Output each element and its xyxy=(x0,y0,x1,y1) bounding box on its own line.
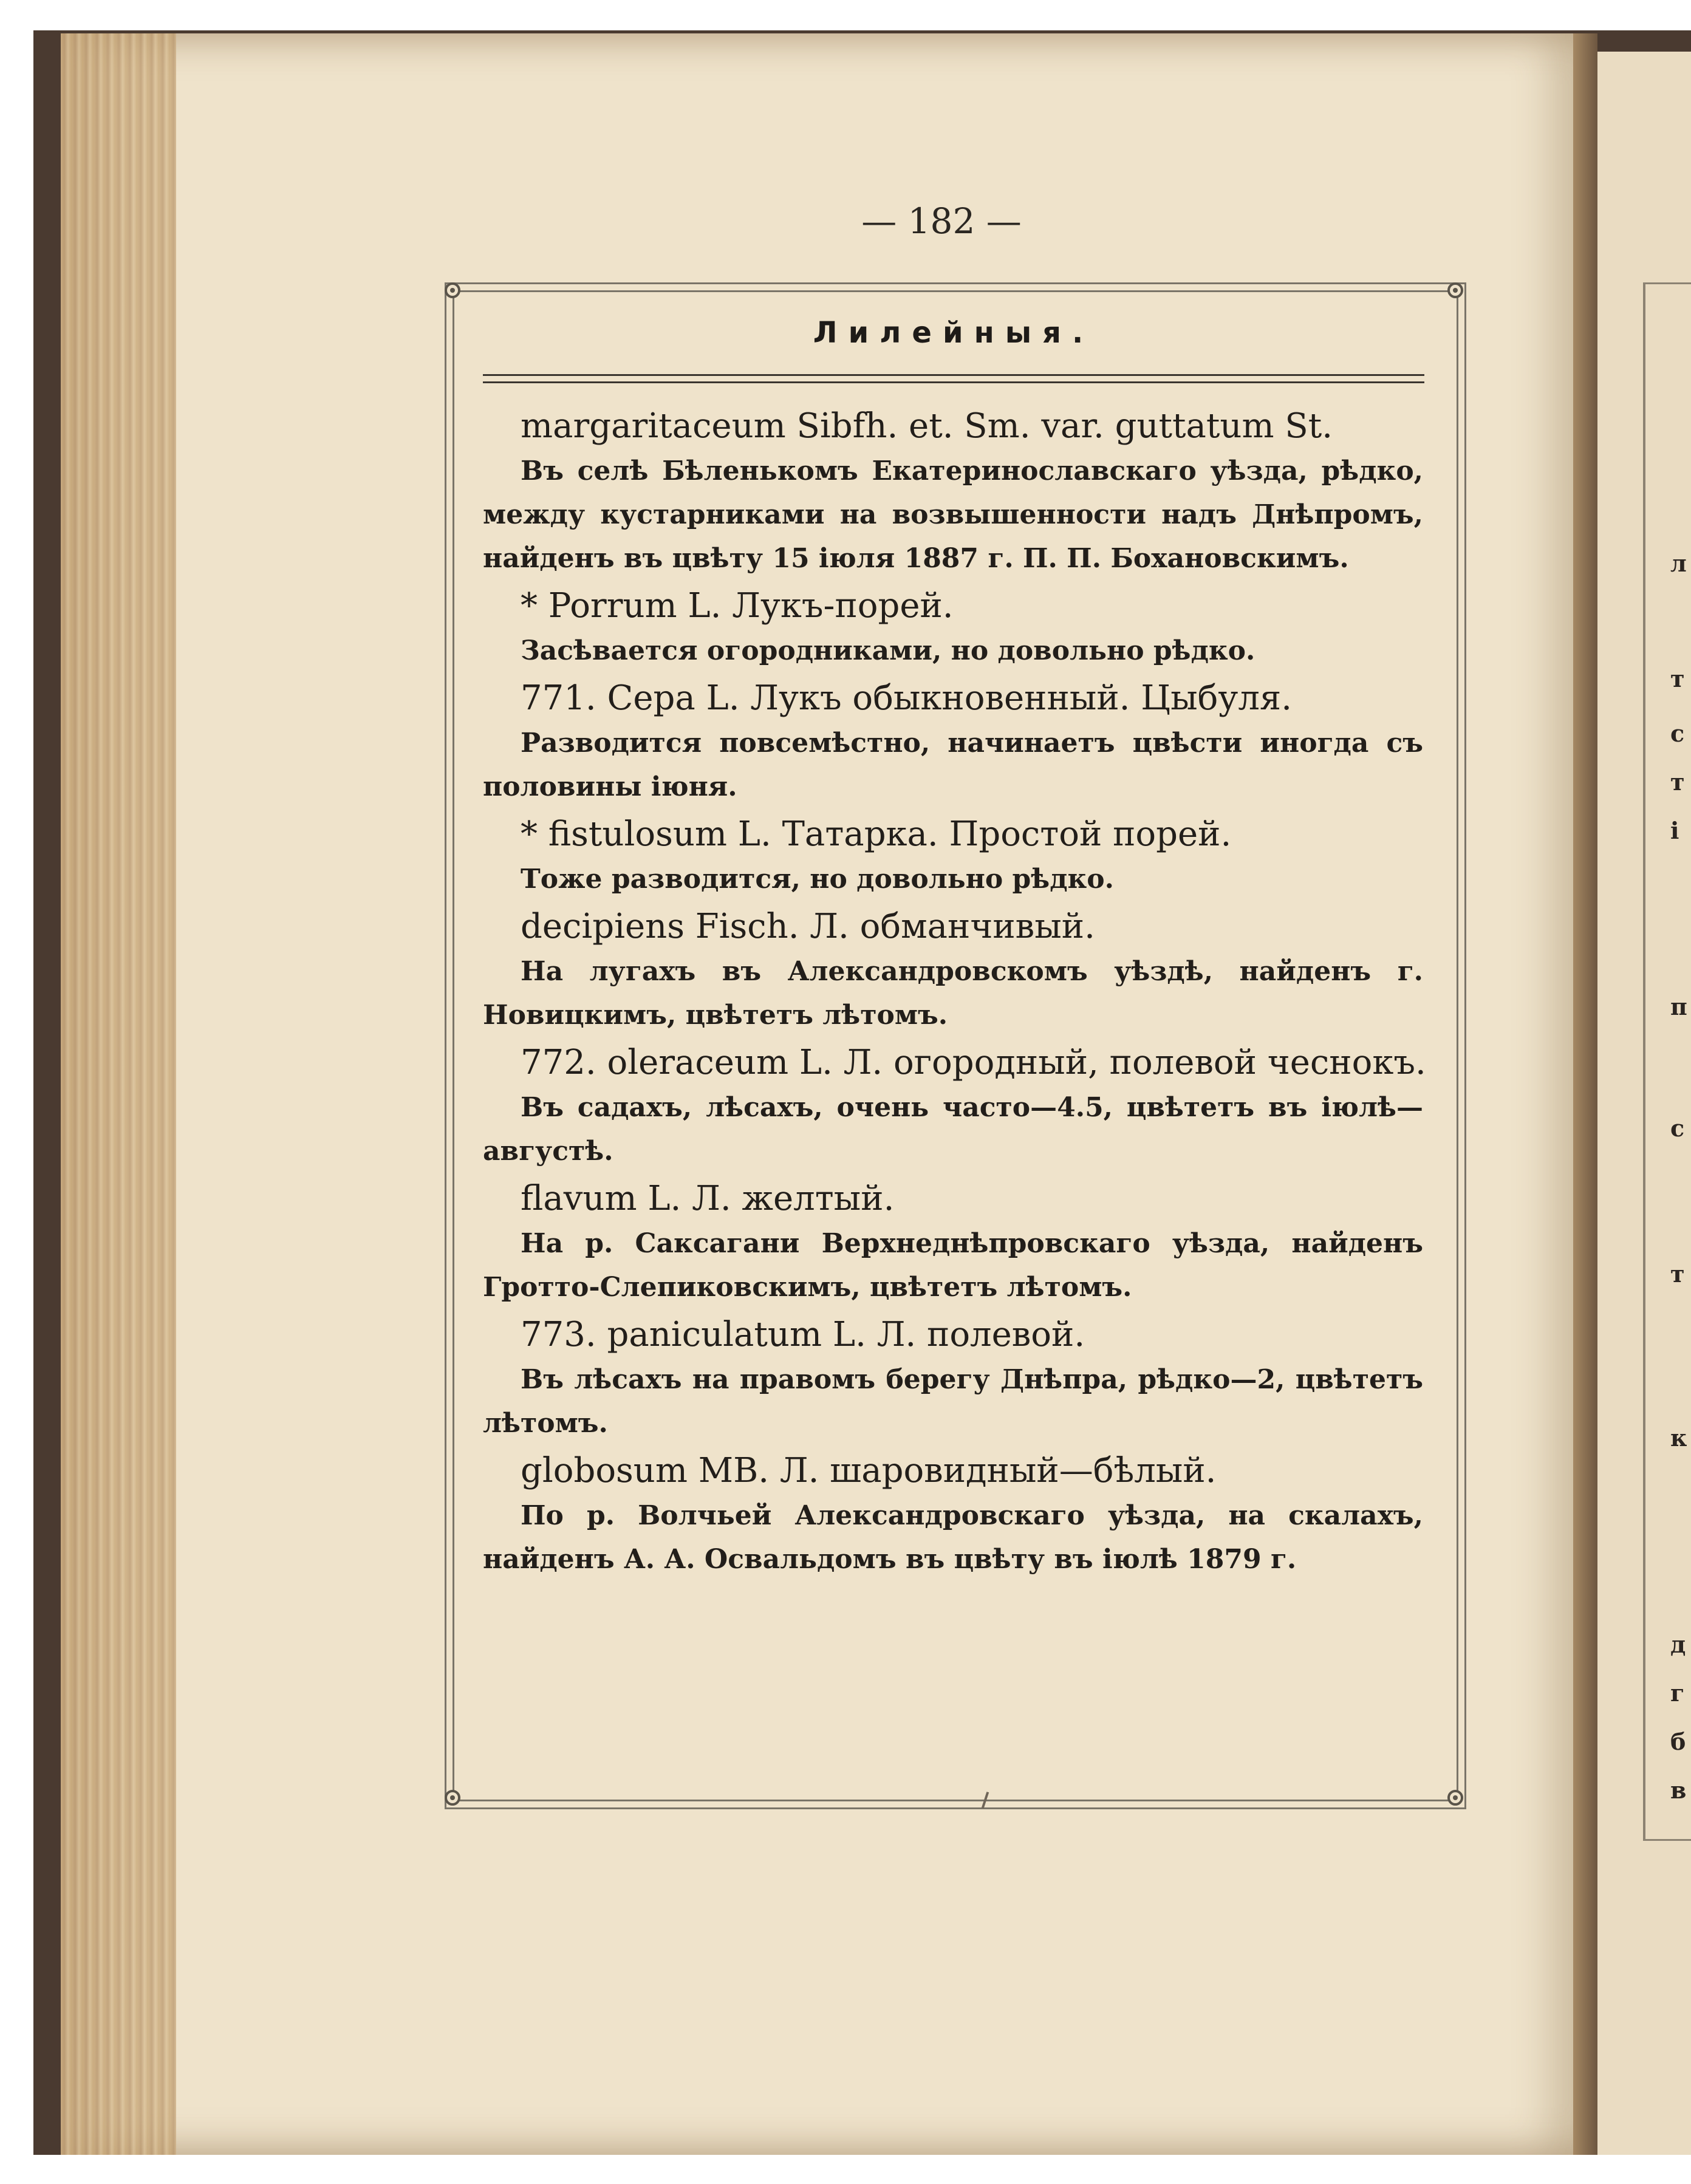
species-description: Въ садахъ, лѣсахъ, очень часто—4.5, цвѣтетъ въ іюлѣ—августѣ. xyxy=(483,1092,1423,1167)
next-page-border xyxy=(1643,282,1691,1841)
page-edges xyxy=(61,33,176,2155)
species-title: * fistulosum L. Татарка. Простой порей. xyxy=(521,814,1232,854)
next-page-fragment xyxy=(1597,52,1691,2155)
species-title: flavum L. Л. желтый. xyxy=(521,1179,895,1218)
book-gutter xyxy=(1573,33,1597,2155)
species-description: Въ селѣ Бѣленькомъ Екатеринославскаго уѣзда, рѣдко, между кустарниками на возвышенности надъ Днѣпромъ, найденъ въ цвѣту 15 іюля 1887 г. П. П. Бохановскимъ. xyxy=(483,456,1423,574)
corner-ornament xyxy=(445,1790,460,1806)
next-page-letter: т xyxy=(1670,1260,1685,1288)
next-page-letter: т xyxy=(1670,768,1685,796)
species-title: 773. paniculatum L. Л. полевой. xyxy=(521,1315,1085,1354)
next-page-letter: т xyxy=(1670,665,1685,692)
next-page-letter: л xyxy=(1670,550,1687,577)
species-description: Тоже разводится, но довольно рѣдко. xyxy=(521,864,1114,895)
next-page-letter: і xyxy=(1670,817,1679,844)
next-page-letter: д xyxy=(1670,1631,1686,1658)
next-page-letter: с xyxy=(1670,1114,1685,1142)
section-heading: Лилейныя. xyxy=(813,316,1095,350)
species-description: На лугахъ въ Александровскомъ уѣздѣ, найденъ г. Новицкимъ, цвѣтетъ лѣтомъ. xyxy=(483,956,1423,1031)
next-page-letter: в xyxy=(1670,1776,1687,1804)
species-title: margaritaceum Sibfh. et. Sm. var. guttatum St. xyxy=(521,406,1333,446)
corner-ornament xyxy=(445,282,460,298)
corner-ornament xyxy=(1447,1790,1463,1806)
species-title: * Porrum L. Лукъ-порей. xyxy=(521,586,954,626)
heading-rule xyxy=(483,381,1424,383)
species-description: Разводится повсемѣстно, начинаетъ цвѣсти иногда съ половины іюня. xyxy=(483,728,1423,802)
species-description: Засѣвается огородниками, но довольно рѣдко. xyxy=(521,635,1255,666)
next-page-letter: г xyxy=(1670,1679,1685,1707)
next-page-letter: п xyxy=(1670,993,1687,1020)
next-page-letter: с xyxy=(1670,720,1685,747)
heading-rule xyxy=(483,374,1424,376)
species-title: globosum MB. Л. шаровидный—бѣлый. xyxy=(521,1451,1217,1490)
species-title: 771. Cepa L. Лукъ обыкновенный. Цыбуля. xyxy=(521,678,1293,718)
species-description: На р. Саксагани Верхнеднѣпровскаго уѣзда, найденъ Гротто-Слепиковскимъ, цвѣтетъ лѣтомъ. xyxy=(483,1228,1423,1303)
page-content xyxy=(483,401,1426,1584)
next-page-letter: б xyxy=(1670,1728,1686,1755)
corner-ornament xyxy=(1447,282,1463,298)
species-description: По р. Волчьей Александровскаго уѣзда, на скалахъ, найденъ А. А. Освальдомъ въ цвѣту въ іюлѣ 1879 г. xyxy=(483,1500,1423,1575)
next-page-letter: к xyxy=(1670,1424,1687,1452)
species-title: decipiens Fisch. Л. обманчивый. xyxy=(521,907,1095,946)
species-title: 772. oleraceum L. Л. огородный, полевой чеснокъ. xyxy=(521,1043,1426,1082)
page-number: — 182 — xyxy=(861,200,1022,242)
species-description: Въ лѣсахъ на правомъ берегу Днѣпра, рѣдко—2, цвѣтетъ лѣтомъ. xyxy=(483,1364,1423,1439)
